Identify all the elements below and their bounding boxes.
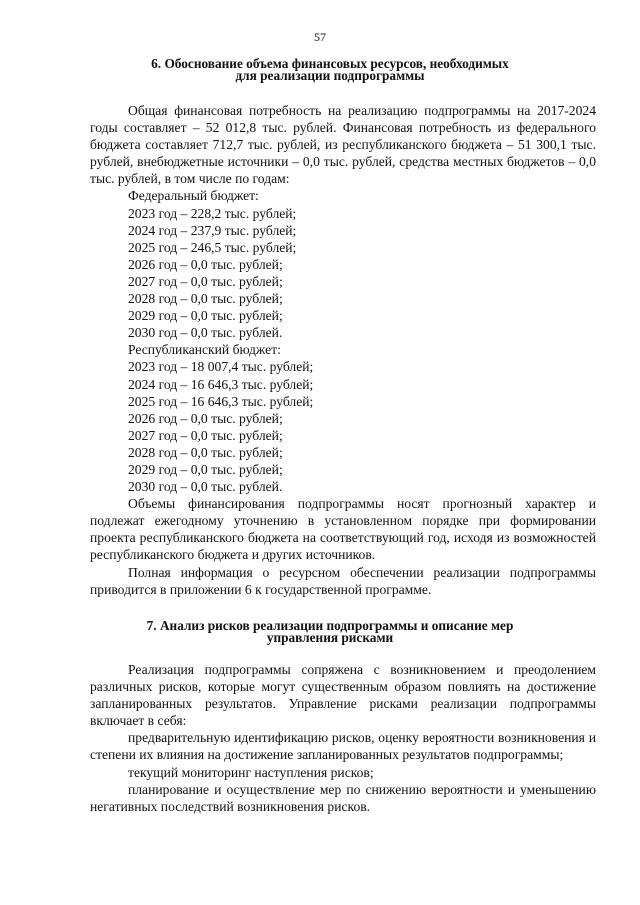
federal-year-line: 2030 год – 0,0 тыс. рублей.	[128, 325, 283, 341]
republic-budget-list	[90, 358, 596, 495]
financing-intro-paragraph: Общая финансовая потребность на реализацию подпрограммы на 2017-2024 годы составляет – 52 012,8 тыс. рублей. Финансовая потребность из федерального бюджета составляет 712,7 тыс. рублей, из республиканского бюджета – 51 300,1 тыс. рублей, внебюджетные источники – 0,0 тыс. рублей, средства местных бюджетов – 0,0 тыс. рублей, в том числе по годам:	[90, 103, 596, 187]
risk-item-identification: предварительную идентификацию рисков, оценку вероятности возникновения и степени их влияния на достижение запланированных результатов подпрограммы;	[90, 730, 596, 763]
republic-year-line: 2025 год – 16 646,3 тыс. рублей;	[128, 393, 314, 409]
section-7-body	[90, 661, 596, 815]
risk-item-mitigation: планирование и осуществление мер по снижению вероятности и уменьшению негативных последствий возникновения рисков.	[90, 781, 596, 814]
forecast-paragraph: Объемы финансирования подпрограммы носят прогнозный характер и подлежат ежегодному уточнению в установленном порядке при формировании проекта республиканского бюджета на соответствующий год, исходя из возможностей республиканского бюджета и других источников.	[90, 496, 596, 563]
section-7-title-line-2: управления рисками	[266, 630, 394, 645]
page-number: 57	[314, 30, 326, 44]
federal-year-line: 2027 год – 0,0 тыс. рублей;	[128, 273, 283, 289]
federal-year-line: 2025 год – 246,5 тыс. рублей;	[128, 239, 297, 255]
republic-year-line: 2024 год – 16 646,3 тыс. рублей;	[128, 376, 314, 392]
republic-year-line: 2030 год – 0,0 тыс. рублей.	[128, 479, 283, 495]
federal-year-line: 2026 год – 0,0 тыс. рублей;	[128, 256, 283, 272]
federal-budget-label: Федеральный бюджет:	[128, 188, 259, 204]
republic-year-line: 2029 год – 0,0 тыс. рублей;	[128, 461, 283, 477]
federal-budget-list	[90, 205, 596, 342]
republic-year-line: 2023 год – 18 007,4 тыс. рублей;	[128, 359, 314, 375]
federal-year-line: 2024 год – 237,9 тыс. рублей;	[128, 222, 297, 238]
section-6-title-line-1: 6. Обоснование объема финансовых ресурсов, необходимых	[151, 56, 509, 71]
full-info-paragraph: Полная информация о ресурсном обеспечении реализации подпрограммы приводится в приложении 6 к государственной программе.	[90, 564, 596, 597]
section-6-title-line-2: для реализации подпрограммы	[235, 68, 425, 83]
republic-year-line: 2028 год – 0,0 тыс. рублей;	[128, 444, 283, 460]
federal-year-line: 2028 год – 0,0 тыс. рублей;	[128, 291, 283, 307]
risk-item-monitoring: текущий мониторинг наступления рисков;	[128, 764, 374, 780]
risk-intro-paragraph: Реализация подпрограммы сопряжена с возникновением и преодолением различных рисков, которые могут существенным образом повлиять на достижение запланированных результатов. Управление рисками реализации подпрограммы включает в себя:	[90, 662, 596, 729]
section-7-title-line-1: 7. Анализ рисков реализации подпрограммы и описание мер	[146, 618, 514, 633]
section-6-body	[90, 102, 596, 598]
federal-year-line: 2029 год – 0,0 тыс. рублей;	[128, 308, 283, 324]
republic-year-line: 2026 год – 0,0 тыс. рублей;	[128, 410, 283, 426]
section-7-title	[110, 620, 550, 644]
federal-year-line: 2023 год – 228,2 тыс. рублей;	[128, 205, 297, 221]
republic-year-line: 2027 год – 0,0 тыс. рублей;	[128, 427, 283, 443]
section-6-title	[110, 58, 550, 82]
republic-budget-label: Республиканский бюджет:	[128, 342, 281, 358]
